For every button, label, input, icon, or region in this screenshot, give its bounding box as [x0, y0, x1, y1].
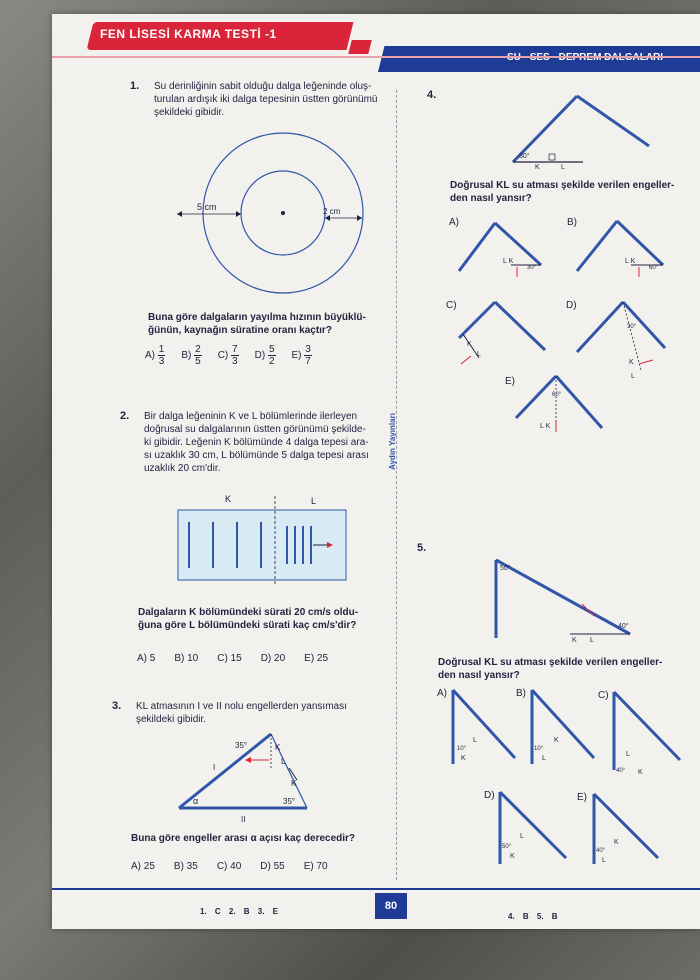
arrow-head — [177, 211, 182, 217]
barrier — [459, 223, 495, 271]
q2-option-e[interactable]: E) 25 — [304, 653, 329, 664]
option-label-2: L — [631, 373, 635, 380]
q4-option-a-letter[interactable]: A) — [449, 217, 459, 228]
option-angle: 10° — [534, 746, 544, 752]
arrow-head — [357, 215, 362, 221]
option-angle: 40° — [596, 848, 606, 854]
q2-text-line: sı uzaklık 30 cm, L bölümünde 5 dalga tepesi arası — [144, 450, 369, 461]
q3-text-line: KL atmasının I ve II nolu engellerden yansıması — [136, 701, 347, 712]
q4-option-a-figure[interactable] — [455, 215, 545, 279]
q3-triangle-figure — [175, 728, 315, 824]
option-label-2: L — [602, 857, 606, 864]
angle-top-label: 35° — [235, 741, 248, 750]
title-banner-tip — [348, 40, 371, 54]
source-dot — [281, 211, 285, 215]
q3-option-c[interactable]: C) 40 — [216, 861, 242, 872]
q1-text-line: Su derinliğinin sabit olduğu dalga leğeninde oluş- — [154, 81, 372, 92]
option-angle: 10° — [457, 746, 467, 752]
footer-line — [52, 888, 700, 890]
column-divider — [396, 90, 397, 880]
option-letter: B) — [181, 350, 192, 362]
barrier — [577, 221, 617, 271]
label-barrier-ii: II — [241, 815, 246, 824]
numerator: 3 — [305, 344, 311, 355]
q4-option-e-figure[interactable] — [512, 372, 607, 434]
alpha-label: α — [193, 796, 199, 806]
q4-option-d-figure[interactable] — [573, 298, 668, 380]
q3-option-a[interactable]: A) 25 — [131, 861, 155, 872]
q1-circles-figure — [165, 130, 365, 305]
label-l: L — [561, 164, 565, 170]
q1-text-line: şekildeki gibidir. — [154, 107, 225, 118]
test-title: FEN LİSESİ KARMA TESTİ -1 — [100, 27, 277, 41]
q3-question: Buna göre engeller arası α açısı kaç derecedir? — [131, 833, 356, 844]
q2-text-line: ki gibidir. Leğenin K bölümünde 4 dalga tepesi ara- — [144, 437, 369, 448]
header-stripe — [52, 56, 700, 58]
barrier — [495, 223, 541, 265]
q1-text-line: turulan ardışık iki dalga tepesinin üstten görünümü — [154, 94, 378, 105]
q1-question-line: Buna göre dalgaların yayılma hızının büyüklü- — [148, 312, 366, 323]
q1-question-line: ğünün, kaynağın süratine oranı kaçtır? — [148, 325, 332, 336]
q3-options — [131, 861, 328, 872]
q4-option-c-figure[interactable] — [455, 298, 550, 368]
q4-number: 4. — [427, 89, 437, 101]
numerator: 1 — [158, 344, 165, 355]
option-label: L K — [540, 423, 551, 430]
q3-text-line: şekildeki gibidir. — [136, 714, 207, 725]
ray-arrow — [639, 360, 653, 364]
q4-option-b-figure[interactable] — [573, 215, 668, 279]
label-l: L — [590, 637, 594, 642]
denominator: 7 — [305, 356, 311, 367]
q3-option-e[interactable]: E) 70 — [303, 861, 328, 872]
q5-option-e-figure[interactable] — [590, 792, 665, 868]
q2-option-d[interactable]: D) 20 — [260, 653, 286, 664]
q2-text — [144, 410, 394, 475]
fraction — [158, 344, 166, 367]
barrier — [516, 376, 556, 418]
option-label: L — [626, 751, 630, 758]
fraction — [268, 344, 276, 367]
q4-option-d-letter[interactable]: D) — [566, 300, 577, 311]
q1-option-d[interactable] — [255, 344, 276, 367]
q1-option-e[interactable] — [292, 344, 312, 367]
option-label: K — [467, 341, 472, 348]
denominator: 3 — [158, 356, 165, 367]
denominator: 5 — [195, 356, 201, 367]
numerator: 7 — [232, 344, 238, 355]
label-k-top: K — [275, 743, 281, 752]
barrier — [617, 221, 663, 265]
angle-right-label: 40° — [618, 623, 629, 630]
q2-text-line: Bir dalga leğeninin K ve L bölümlerinde ilerleyen — [144, 411, 358, 422]
option-label: L K — [503, 258, 514, 265]
q2-text-line: uzaklık 20 cm'dir. — [144, 463, 221, 474]
q2-question — [138, 606, 396, 632]
q1-text — [154, 80, 394, 119]
q4-question — [450, 179, 695, 205]
option-angle: 60° — [649, 265, 659, 271]
angle-left-label: 50° — [500, 565, 511, 572]
q5-option-c-letter[interactable]: C) — [598, 690, 609, 701]
q2-options — [137, 653, 328, 664]
q5-option-e-letter[interactable]: E) — [577, 792, 587, 803]
option-label-2: L — [542, 755, 546, 762]
label-l-top: L — [281, 757, 286, 766]
fraction — [194, 344, 202, 367]
q3-option-d[interactable]: D) 55 — [260, 861, 285, 872]
q5-option-c-figure[interactable] — [610, 690, 685, 776]
answer-key-left: 1. C 2. B 3. E — [200, 907, 279, 916]
q1-option-a[interactable] — [145, 344, 165, 367]
option-label: K — [614, 839, 619, 846]
page-number: 80 — [375, 893, 407, 919]
denominator: 3 — [232, 356, 238, 367]
q2-question-line: ğuna göre L bölümündeki sürati kaç cm/s'dir? — [138, 620, 357, 631]
q4-option-b-letter[interactable]: B) — [567, 217, 577, 228]
option-label-2: K — [510, 853, 515, 860]
section-l-label: L — [311, 496, 317, 506]
option-angle: 60° — [552, 392, 562, 398]
q1-option-c[interactable] — [218, 344, 239, 367]
label-k: K — [535, 164, 540, 170]
q3-text — [136, 700, 394, 726]
barrier — [495, 302, 545, 350]
arrow-head — [236, 211, 241, 217]
angle-right-label: 35° — [283, 797, 296, 806]
barrier — [459, 302, 495, 338]
numerator: 2 — [195, 344, 201, 355]
option-letter: C) — [217, 350, 229, 362]
q1-number: 1. — [130, 80, 140, 92]
option-letter: A) — [145, 350, 155, 362]
q5-option-b-letter[interactable]: B) — [516, 688, 526, 699]
q5-question-line: den nasıl yansır? — [438, 670, 520, 681]
q5-option-a-figure[interactable] — [449, 688, 519, 768]
label-k: K — [572, 637, 577, 642]
option-label: K — [629, 359, 634, 366]
arrow-head — [245, 757, 251, 763]
numerator: 5 — [268, 344, 275, 355]
option-label-2: L — [477, 351, 481, 358]
option-angle: 40° — [616, 768, 626, 774]
q5-option-d-letter[interactable]: D) — [484, 790, 495, 801]
q5-option-b-figure[interactable] — [528, 688, 598, 768]
q3-number: 3. — [112, 700, 122, 712]
option-angle: 30° — [627, 324, 637, 330]
option-angle: 30° — [527, 265, 537, 271]
q5-option-a-letter[interactable]: A) — [437, 688, 447, 699]
q4-option-e-letter[interactable]: E) — [505, 376, 515, 387]
option-label: L — [520, 833, 524, 840]
ray-arrow — [461, 356, 471, 364]
option-letter: D) — [254, 350, 266, 362]
q1-option-b[interactable] — [181, 344, 201, 367]
q5-question — [438, 656, 696, 682]
q2-option-b[interactable]: B) 10 — [174, 653, 199, 664]
answer-key-right: 4. B 5. B — [508, 912, 558, 921]
q2-option-c[interactable]: C) 15 — [217, 653, 242, 664]
q1-options — [145, 344, 312, 367]
option-letter: E) — [291, 350, 302, 362]
angle-label: 30° — [519, 153, 530, 160]
option-label-2: K — [461, 755, 466, 762]
label-k-right: K — [291, 779, 297, 788]
q4-question-line: Doğrusal KL su atması şekilde verilen engeller- — [450, 180, 675, 191]
option-label: L — [473, 737, 477, 744]
q2-text-line: doğrusal su dalgalarının üstten görünümü şekilde- — [144, 424, 366, 435]
q1-question — [148, 311, 393, 337]
label-barrier-i: I — [213, 763, 216, 772]
q2-option-a[interactable]: A) 5 — [137, 653, 156, 664]
denominator: 2 — [268, 356, 275, 367]
q2-tank-figure — [175, 492, 350, 584]
barrier — [556, 376, 602, 428]
fraction — [304, 344, 312, 367]
q5-question-line: Doğrusal KL su atması şekilde verilen engeller- — [438, 657, 663, 668]
option-label: L K — [625, 258, 636, 265]
q2-number: 2. — [120, 410, 130, 422]
direction-marker — [549, 154, 555, 160]
barrier-right — [577, 96, 649, 146]
publisher-tag: Aydın Yayınları — [388, 413, 397, 470]
option-label: K — [554, 737, 559, 744]
fraction — [231, 344, 239, 367]
barrier-slant — [496, 560, 630, 634]
q2-question-line: Dalgaların K bölümündeki sürati 20 cm/s oldu- — [138, 607, 359, 618]
option-angle: 50° — [502, 844, 512, 850]
q4-main-figure — [505, 90, 655, 170]
label-5cm: 5 cm — [197, 202, 217, 212]
barrier — [614, 692, 680, 760]
q5-main-figure — [490, 556, 640, 642]
label-2cm: 2 cm — [323, 207, 341, 216]
q4-question-line: den nasıl yansır? — [450, 193, 532, 204]
barrier — [577, 302, 623, 352]
q5-number: 5. — [417, 542, 427, 554]
section-k-label: K — [225, 494, 232, 504]
option-label-2: K — [638, 769, 643, 776]
q4-option-c-letter[interactable]: C) — [446, 300, 457, 311]
q5-option-d-figure[interactable] — [496, 790, 571, 868]
q3-option-b[interactable]: B) 35 — [173, 861, 198, 872]
